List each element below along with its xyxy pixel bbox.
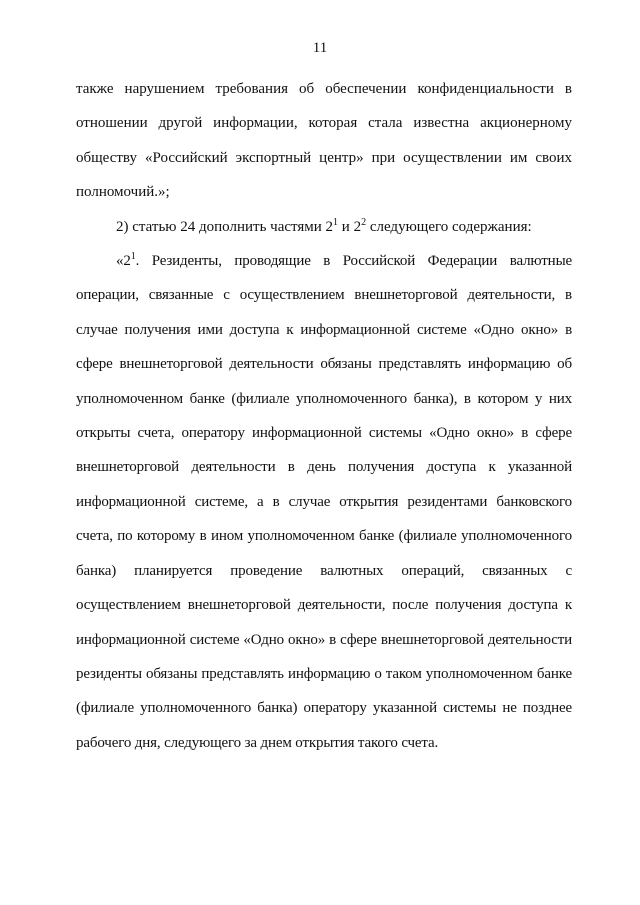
amendment-text-middle: и 2 bbox=[338, 218, 362, 235]
paragraph-confidentiality: также нарушением требования об обеспечении конфиденциальности в отношении другой информации, которая стала известна акционерному обществу «Российский экспортный центр» при осуществлении им своих полномочий.»; bbox=[76, 81, 572, 201]
part-2-1-text: . Резиденты, проводящие в Российской Федерации валютные операции, связанные с осуществлением внешнеторговой деятельности, в случае получения ими доступа к информационной системе «Одно окно» в сфере внешнеторговой деятельности обязаны представлять информацию об уполномоченном банке (филиале уполномоченного банка), в котором у них открыты счета, оператору информационной системы «Одно окно» в сфере внешнеторговой деятельности в день получения доступа к указанной информационной системе, а в случае открытия резидентами банковского счета, по которому в ином уполномоченном банке (филиале уполномоченного банка) планируется проведение валютных операций, связанных с осуществлением внешнеторговой деятельности, после получения доступа к информационной системе «Одно окно» в сфере внешнеторговой деятельности резиденты обязаны представлять информацию о таком уполномоченном банке (филиале уполномоченного банка) оператору указанной системы не позднее рабочего дня, следующего за днем открытия такого счета. bbox=[76, 253, 572, 751]
part-number-superscript: 1 bbox=[130, 251, 136, 263]
document-body bbox=[76, 72, 572, 760]
amendment-text-end: следующего содержания: bbox=[366, 218, 532, 235]
page-number: 11 bbox=[312, 40, 328, 56]
amendment-superscript-2: 2 bbox=[361, 216, 367, 228]
paragraph-article-24-amendment bbox=[76, 210, 572, 244]
paragraph-part-2-1 bbox=[76, 244, 572, 760]
amendment-superscript-1: 1 bbox=[333, 216, 339, 228]
amendment-text-start: 2) статью 24 дополнить частями 2 bbox=[116, 218, 334, 235]
part-number-start: «2 bbox=[116, 253, 131, 270]
